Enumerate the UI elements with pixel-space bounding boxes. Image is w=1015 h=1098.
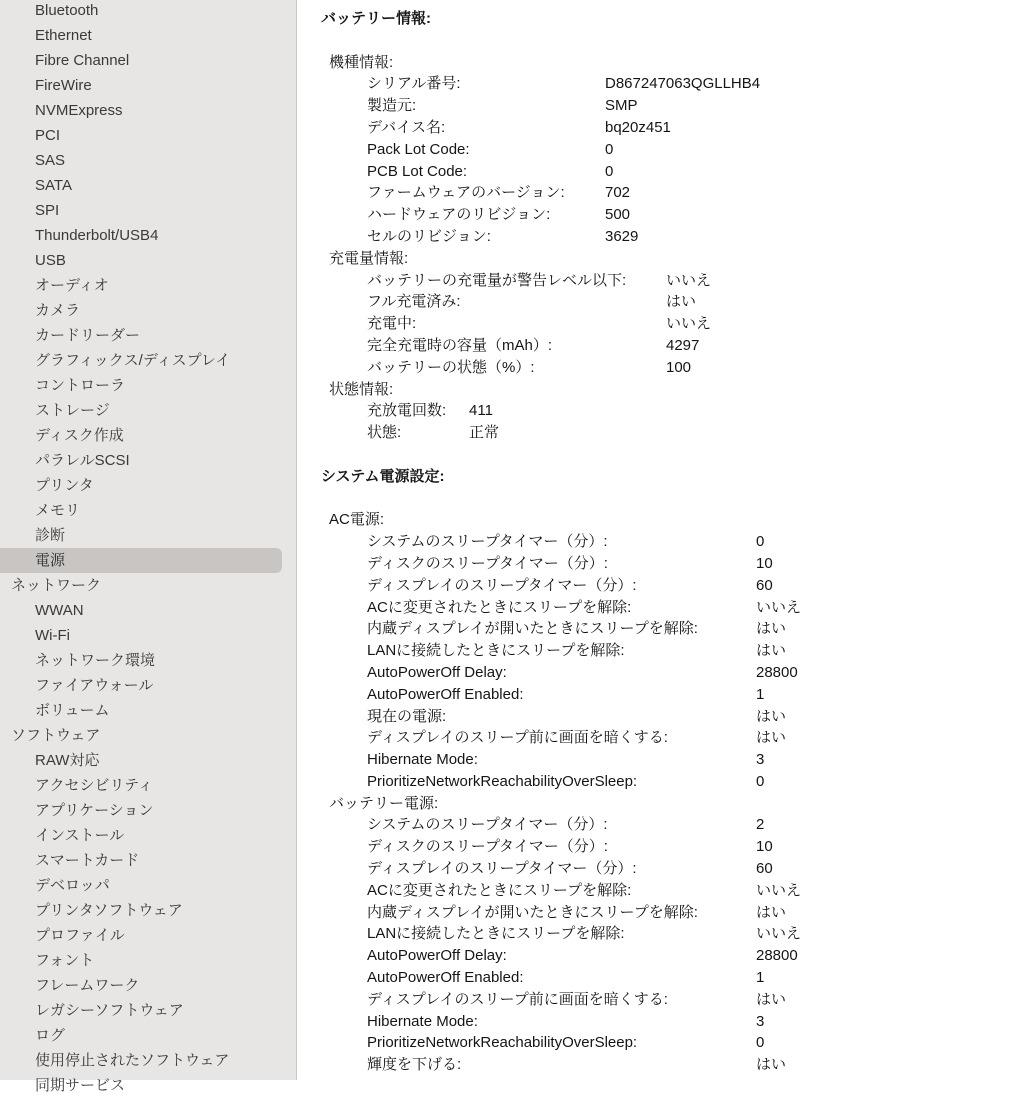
sidebar-item[interactable]: コントローラ	[35, 377, 126, 394]
sidebar-item[interactable]: FireWire	[35, 77, 92, 94]
info-value: 28800	[756, 663, 798, 681]
info-label: AutoPowerOff Delay:	[367, 663, 507, 681]
info-row	[297, 182, 1015, 204]
info-value: はい	[756, 990, 787, 1008]
info-value: 100	[666, 358, 692, 376]
info-value: 28800	[756, 947, 798, 965]
info-row	[297, 139, 1015, 161]
section-title: バッテリー情報:	[321, 10, 431, 27]
info-value: はい	[756, 903, 787, 921]
info-label: 内蔵ディスプレイが開いたときにスリープを解除:	[367, 903, 698, 921]
sidebar-item[interactable]: プリンタソフトウェア	[35, 902, 183, 919]
battery-info-panel	[297, 0, 1015, 1080]
info-row	[297, 945, 1015, 967]
info-row	[297, 814, 1015, 836]
sidebar-item[interactable]: オーディオ	[35, 277, 109, 294]
info-row	[297, 73, 1015, 95]
info-value: 2	[756, 816, 765, 834]
info-label: PCB Lot Code:	[367, 162, 468, 180]
info-row	[297, 270, 1015, 292]
info-value: 500	[605, 206, 631, 224]
info-label: ファームウェアのバージョン:	[367, 184, 565, 202]
info-row	[297, 117, 1015, 139]
battery-info-flow	[297, 8, 1015, 1076]
info-row	[297, 902, 1015, 924]
info-value: 正常	[469, 424, 500, 442]
sidebar-item[interactable]: ネットワーク	[11, 577, 102, 594]
info-label: PrioritizeNetworkReachabilityOverSleep:	[367, 1034, 638, 1052]
info-value: いいえ	[666, 315, 712, 333]
sidebar-item[interactable]: ボリューム	[35, 702, 110, 719]
sidebar-item[interactable]: ネットワーク環境	[35, 652, 156, 669]
info-label: ディスプレイのスリープ前に画面を暗くする:	[367, 990, 668, 1008]
info-row	[297, 553, 1015, 575]
info-value: 0	[756, 772, 765, 790]
info-value: bq20z451	[605, 118, 671, 136]
sidebar-item[interactable]: USB	[35, 252, 66, 269]
info-label: 状態:	[367, 424, 402, 442]
info-row	[297, 161, 1015, 183]
info-row	[297, 749, 1015, 771]
section-subtitle: AC電源:	[329, 511, 385, 529]
sidebar-item[interactable]: メモリ	[35, 502, 81, 519]
info-value: 60	[756, 860, 773, 878]
info-label: バッテリーの状態（%）:	[367, 358, 535, 376]
sidebar-item[interactable]: アプリケーション	[35, 802, 154, 819]
info-value: いいえ	[666, 271, 712, 289]
sidebar-item[interactable]: 同期サービス	[35, 1077, 126, 1094]
sidebar-category-list	[0, 0, 296, 1098]
info-value: 702	[605, 184, 631, 202]
sidebar-item[interactable]: SPI	[35, 202, 60, 219]
info-label: PrioritizeNetworkReachabilityOverSleep:	[367, 772, 638, 790]
sidebar-item[interactable]: グラフィックス/ディスプレイ	[35, 352, 231, 369]
info-label: ハードウェアのリビジョン:	[367, 206, 551, 224]
sidebar-item[interactable]: プリンタ	[35, 477, 94, 494]
sidebar-item[interactable]: WWAN	[35, 602, 84, 619]
info-label: Hibernate Mode:	[367, 751, 478, 769]
info-row	[297, 1011, 1015, 1033]
sidebar-item[interactable]: PCI	[35, 127, 61, 144]
info-value: 1	[756, 685, 765, 703]
info-value: SMP	[605, 97, 638, 115]
info-label: ディスクのスリープタイマー（分）:	[367, 838, 608, 856]
info-value: 0	[756, 533, 765, 551]
info-value: 10	[756, 838, 773, 856]
info-label: システムのスリープタイマー（分）:	[367, 816, 608, 834]
info-label: ディスプレイのスリープ前に画面を暗くする:	[367, 729, 668, 747]
info-value: はい	[666, 293, 697, 311]
sidebar-item[interactable]: Wi-Fi	[35, 627, 70, 644]
sidebar-item[interactable]: RAW対応	[35, 752, 100, 769]
sidebar-item[interactable]: Bluetooth	[35, 2, 99, 19]
info-value: 60	[756, 576, 773, 594]
info-row	[297, 880, 1015, 902]
info-row	[297, 967, 1015, 989]
info-value: 411	[469, 402, 493, 420]
info-value: 0	[605, 162, 614, 180]
info-value: D867247063QGLLHB4	[605, 75, 761, 93]
sidebar-item[interactable]: スマートカード	[35, 852, 140, 869]
info-value: 4297	[666, 336, 700, 354]
sidebar-item[interactable]: ファイアウォール	[35, 677, 154, 694]
sidebar-item[interactable]: デベロッパ	[35, 877, 110, 894]
info-row	[297, 597, 1015, 619]
info-label: ディスクのスリープタイマー（分）:	[367, 554, 608, 572]
info-row	[297, 335, 1015, 357]
info-row	[297, 204, 1015, 226]
info-label: ACに変更されたときにスリープを解除:	[367, 881, 632, 899]
sidebar-item-selected[interactable]: 電源	[0, 548, 282, 573]
info-value: 0	[756, 1034, 765, 1052]
info-value: いいえ	[756, 598, 802, 616]
info-row	[297, 923, 1015, 945]
info-value: 1	[756, 969, 765, 987]
sidebar-item[interactable]: カメラ	[35, 302, 81, 319]
info-value: 3	[756, 1012, 765, 1030]
info-label: LANに接続したときにスリープを解除:	[367, 642, 625, 660]
sidebar-item[interactable]: 診断	[35, 527, 66, 544]
info-row	[297, 836, 1015, 858]
sidebar-item[interactable]: パラレルSCSI	[35, 452, 130, 469]
info-label: フル充電済み:	[367, 293, 461, 311]
info-label: ディスプレイのスリープタイマー（分）:	[367, 576, 637, 594]
info-row	[297, 989, 1015, 1011]
info-label: 製造元:	[367, 97, 417, 115]
info-row	[297, 706, 1015, 728]
info-label: セルのリビジョン:	[367, 227, 491, 245]
info-label: AutoPowerOff Enabled:	[367, 969, 524, 987]
info-label: 内蔵ディスプレイが開いたときにスリープを解除:	[367, 620, 698, 638]
sidebar-item[interactable]: Ethernet	[35, 27, 92, 44]
info-label: Hibernate Mode:	[367, 1012, 478, 1030]
info-row	[297, 618, 1015, 640]
sidebar-item[interactable]: アクセシビリティ	[35, 777, 154, 794]
info-value: 0	[605, 140, 614, 158]
info-row	[297, 640, 1015, 662]
info-value: 10	[756, 554, 773, 572]
sidebar-item[interactable]: SATA	[35, 177, 72, 194]
section-subtitle: バッテリー電源:	[329, 794, 439, 812]
info-label: 輝度を下げる:	[367, 1056, 462, 1074]
section-subtitle: 状態情報:	[329, 380, 394, 398]
info-value: はい	[756, 642, 787, 660]
sidebar-item[interactable]: カードリーダー	[35, 327, 141, 344]
info-value: 3	[756, 751, 765, 769]
sidebar-item[interactable]: レガシーソフトウェア	[35, 1002, 184, 1019]
info-row	[297, 727, 1015, 749]
info-label: デバイス名:	[367, 118, 446, 136]
info-row	[297, 531, 1015, 553]
info-row	[297, 575, 1015, 597]
info-label: システムのスリープタイマー（分）:	[367, 533, 608, 551]
info-label: LANに接続したときにスリープを解除:	[367, 925, 625, 943]
info-value: いいえ	[756, 925, 802, 943]
info-label: ACに変更されたときにスリープを解除:	[367, 598, 632, 616]
info-label: ディスプレイのスリープタイマー（分）:	[367, 860, 637, 878]
sidebar-item[interactable]: 使用停止されたソフトウェア	[35, 1052, 230, 1069]
spacer	[297, 444, 1015, 466]
sidebar-item[interactable]: ディスク作成	[35, 427, 124, 444]
info-row	[297, 291, 1015, 313]
sidebar-item[interactable]: プロファイル	[35, 927, 125, 944]
sidebar-item[interactable]: フォント	[35, 952, 95, 969]
sidebar-item[interactable]: フレームワーク	[35, 977, 140, 994]
info-row	[297, 400, 1015, 422]
info-row	[297, 1054, 1015, 1076]
info-row	[297, 313, 1015, 335]
info-label: AutoPowerOff Enabled:	[367, 685, 524, 703]
info-row	[297, 357, 1015, 379]
section-title: システム電源設定:	[321, 467, 445, 485]
sidebar-item[interactable]: Fibre Channel	[35, 52, 130, 69]
info-label: 充電中:	[367, 315, 417, 333]
info-value: 3629	[605, 227, 639, 245]
info-label: 完全充電時の容量（mAh）:	[367, 336, 553, 354]
info-row	[297, 226, 1015, 248]
sidebar-item[interactable]: ソフトウェア	[11, 727, 101, 744]
section-subtitle: 充電量情報:	[329, 249, 409, 267]
info-value: いいえ	[756, 881, 802, 899]
sidebar-item[interactable]: ログ	[35, 1027, 66, 1044]
sidebar-item[interactable]: SAS	[35, 152, 66, 169]
info-row	[297, 858, 1015, 880]
spacer	[297, 488, 1015, 510]
info-value: はい	[756, 620, 787, 638]
sidebar-item[interactable]: Thunderbolt/USB4	[35, 227, 159, 244]
info-row	[297, 95, 1015, 117]
info-row	[297, 662, 1015, 684]
info-value: はい	[756, 1056, 787, 1074]
section-subtitle: 機種情報:	[329, 53, 394, 71]
info-value: はい	[756, 707, 787, 725]
info-row	[297, 684, 1015, 706]
sidebar-item[interactable]: ストレージ	[35, 402, 110, 419]
info-label: Pack Lot Code:	[367, 140, 470, 158]
info-label: シリアル番号:	[367, 75, 461, 93]
info-row	[297, 422, 1015, 444]
info-row	[297, 1032, 1015, 1054]
info-label: バッテリーの充電量が警告レベル以下:	[367, 271, 627, 289]
info-label: 現在の電源:	[367, 707, 447, 725]
info-value: はい	[756, 729, 787, 747]
info-label: AutoPowerOff Delay:	[367, 947, 507, 965]
spacer	[297, 30, 1015, 52]
sidebar-item[interactable]: インストール	[35, 827, 125, 844]
info-row	[297, 771, 1015, 793]
info-label: 充放電回数:	[367, 402, 447, 420]
sidebar-item[interactable]: NVMExpress	[35, 102, 123, 119]
sidebar	[0, 0, 297, 1094]
